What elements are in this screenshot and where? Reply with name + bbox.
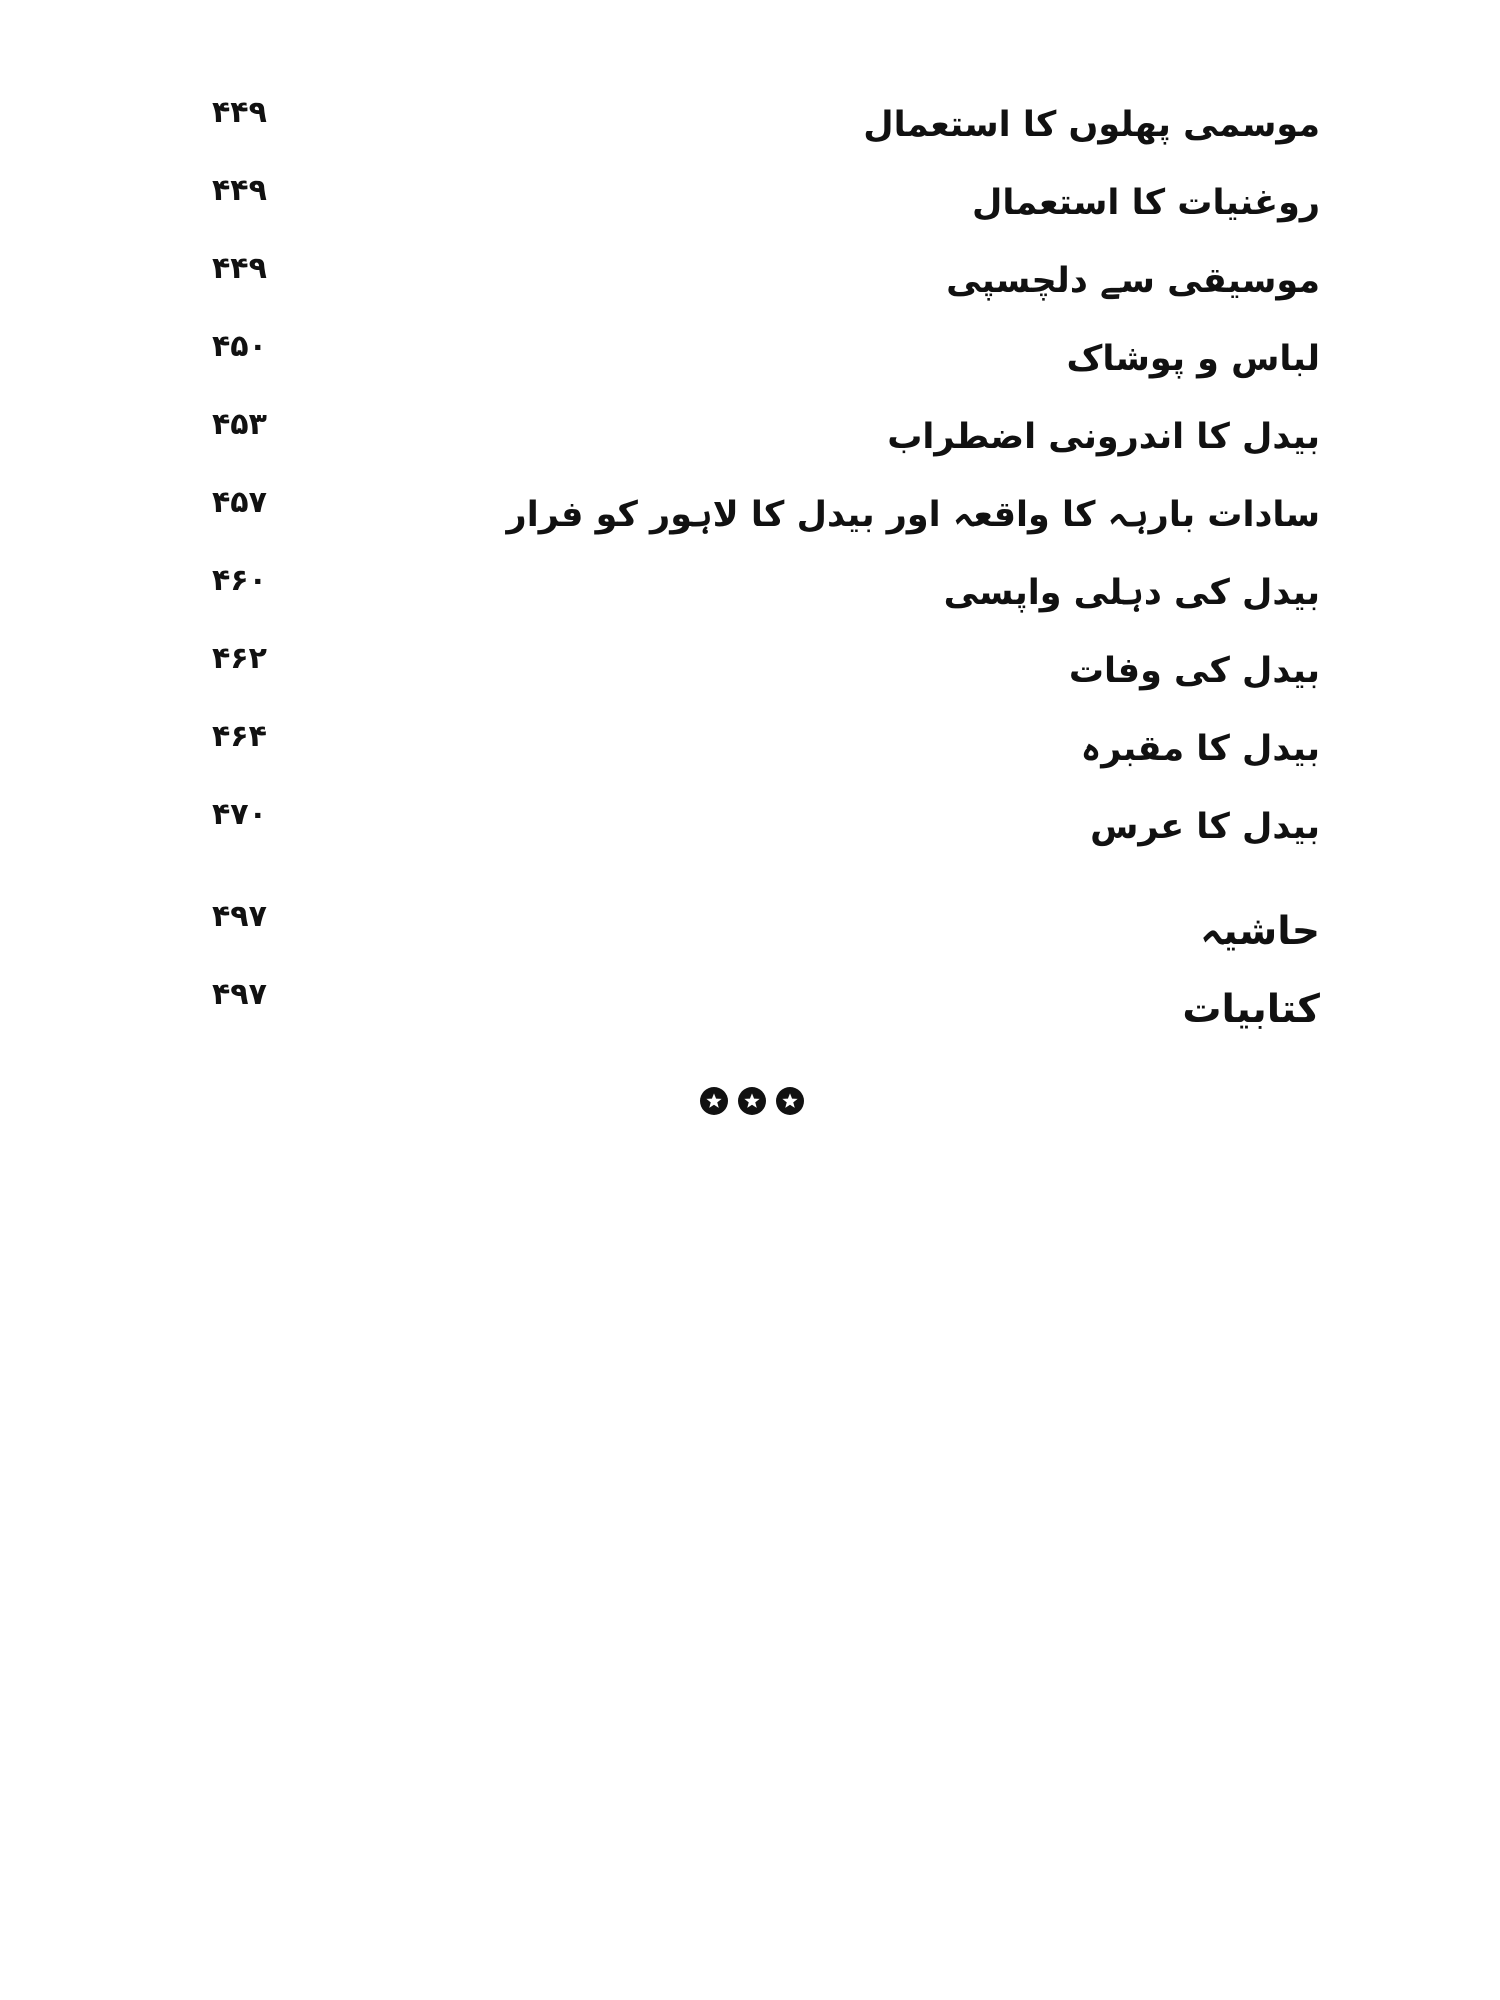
toc-entry-page: ۴۴۹ [212, 251, 267, 286]
toc-entry-title: حاشیہ [1200, 909, 1320, 954]
toc-entry [190, 95, 1330, 173]
toc-entry-page: ۴۶۰ [212, 563, 267, 598]
toc-entry-title: بیدل کا عرس [1090, 807, 1320, 847]
table-of-contents [190, 95, 1330, 1055]
toc-entry [190, 641, 1330, 719]
toc-entry-bibliography [190, 977, 1330, 1055]
toc-entry-title: موسیقی سے دلچسپی [946, 261, 1320, 301]
toc-entry-page: ۴۴۹ [212, 173, 267, 208]
toc-entry-title: بیدل کی دہلی واپسی [943, 573, 1320, 613]
toc-entry-title: سادات بارہہ کا واقعہ اور بیدل کا لاہور کو فرار [506, 495, 1320, 535]
toc-entry-page: ۴۶۴ [212, 719, 267, 754]
toc-entry [190, 563, 1330, 641]
toc-entry [190, 485, 1330, 563]
toc-entry [190, 407, 1330, 485]
toc-entry-page: ۴۵۷ [212, 485, 267, 520]
star-in-circle-icon [738, 1087, 766, 1115]
toc-entry-title: بیدل کا مقبرہ [1080, 729, 1320, 769]
toc-entry-title: روغنیات کا استعمال [971, 183, 1320, 223]
toc-entry [190, 173, 1330, 251]
toc-entry-title: بیدل کا اندرونی اضطراب [887, 417, 1320, 457]
toc-entry-title: بیدل کی وفات [1068, 651, 1320, 691]
toc-entry-page: ۴۷۰ [212, 797, 267, 832]
toc-entry-page: ۴۴۹ [212, 95, 267, 130]
star-in-circle-icon [776, 1087, 804, 1115]
toc-entry [190, 251, 1330, 329]
toc-entry [190, 797, 1330, 875]
toc-entry [190, 329, 1330, 407]
toc-entry-page: ۴۵۳ [212, 407, 267, 442]
toc-entry-title: موسمی پھلوں کا استعمال [863, 105, 1320, 145]
toc-entry-page: ۴۶۲ [212, 641, 267, 676]
toc-entry-notes [190, 899, 1330, 977]
toc-entry-title: کتابیات [1182, 987, 1320, 1032]
toc-entry-title: لباس و پوشاک [1066, 339, 1320, 379]
end-ornament [700, 1084, 804, 1118]
toc-entry [190, 719, 1330, 797]
toc-entry-page: ۴۹۷ [212, 977, 267, 1012]
toc-entry-page: ۴۵۰ [212, 329, 267, 364]
toc-entry-page: ۴۹۷ [212, 899, 267, 934]
star-in-circle-icon [700, 1087, 728, 1115]
